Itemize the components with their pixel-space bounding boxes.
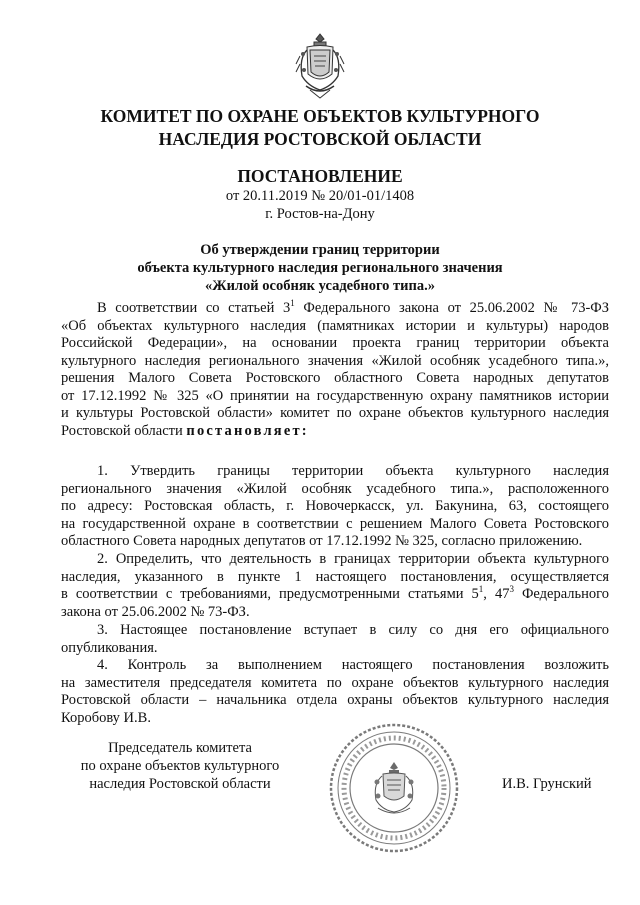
item-line: в соответствии с требованиями, предусмотренными статьями $5^1$, $47^3$ Федерального <box>61 584 609 602</box>
signatory-name: И.В. Грунский <box>502 776 592 792</box>
item-line: регионального значения «Жилой особняк усадебного типа.», расположенного <box>61 480 609 497</box>
document-meta <box>0 187 640 223</box>
item-1-paragraph <box>61 463 609 551</box>
signatory-title-line-1: Председатель комитета <box>108 740 252 756</box>
subject-line-2: объекта культурного наследия регионального значения <box>137 260 503 276</box>
item-4-paragraph <box>61 657 609 727</box>
item-line: Ростовской области – начальника отдела охраны объектов культурного наследия <box>61 692 609 708</box>
document-city: г. Ростов-на-Дону <box>265 206 375 222</box>
item-line: наследия, указанного в пункте 1 настоящего постановления, осуществляется <box>61 568 609 585</box>
item-line: областного Совета народных депутатов от 17.12.1992 № 325, согласно приложению. <box>61 533 583 549</box>
preamble-line: от 17.12.1992 № 325 «О принятии на государственную охрану памятников истории <box>61 387 609 404</box>
preamble-line: В соответствии со статьей $3^1$ Федерального закона от 25.06.2002 № 73-ФЗ <box>97 298 610 316</box>
preamble-line: решения Малого Совета Ростовского областного Совета народных депутатов <box>61 370 609 386</box>
item-3-paragraph <box>61 622 609 657</box>
document-subject <box>0 241 640 295</box>
official-seal-icon <box>328 722 460 854</box>
resolves-word: постановляет: <box>186 422 309 439</box>
document-date-number: от 20.11.2019 № 20/01-01/1408 <box>225 188 415 204</box>
preamble-line: Ростовской области постановляет: <box>61 422 309 439</box>
document-type: ПОСТАНОВЛЕНИЕ <box>237 166 403 186</box>
item-line: 3. Настоящее постановление вступает в силу со дня его официального <box>97 622 609 638</box>
organization-name <box>0 105 640 151</box>
organization-name-line-1: КОМИТЕТ ПО ОХРАНЕ ОБЪЕКТОВ КУЛЬТУРНОГО <box>100 106 540 126</box>
item-line: 2. Определить, что деятельность в границах территории объекта культурного <box>97 551 609 567</box>
superscript: 1 <box>290 298 295 308</box>
superscript: 3 <box>509 584 514 594</box>
item-line: на заместителя председателя комитета по охране объектов культурного наследия <box>61 674 609 691</box>
signatory-title <box>60 739 300 793</box>
preamble-line: и культуры Ростовской области» комитет по охране объектов культурного наследия <box>61 405 609 421</box>
item-line: 1. Утвердить границы территории объекта культурного наследия <box>97 463 609 479</box>
organization-name-line-2: НАСЛЕДИЯ РОСТОВСКОЙ ОБЛАСТИ <box>158 129 482 149</box>
item-line: по адресу: Ростовская область, г. Новочеркасск, ул. Бакунина, 63, состоящего <box>61 498 609 514</box>
item-line: закона от 25.06.2002 № 73-ФЗ. <box>61 603 250 620</box>
preamble-line: Российской Федерации», на основании проекта границ территории объекта <box>61 335 609 351</box>
superscript: 1 <box>478 584 484 594</box>
preamble-line: «Об объектах культурного наследия (памятниках истории и культуры) народов <box>61 317 609 334</box>
item-2-paragraph <box>61 551 609 621</box>
signatory-title-line-2: по охране объектов культурного <box>80 758 280 774</box>
signatory-title-line-3: наследия Ростовской области <box>89 776 271 792</box>
preamble-line: культурного наследия регионального значения «Жилой особняк усадебного типа.», <box>61 352 609 369</box>
item-line: на государственной охране в соответствии с решением Малого Совета Ростовского <box>61 515 609 532</box>
subject-line-1: Об утверждении границ территории <box>200 242 440 258</box>
item-line: Коробову И.В. <box>61 709 151 726</box>
item-line: опубликования. <box>61 639 158 656</box>
coat-of-arms-icon <box>294 30 346 102</box>
item-line: 4. Контроль за выполнением настоящего постановления возложить <box>97 657 609 673</box>
preamble-paragraph <box>61 300 609 440</box>
subject-line-3: «Жилой особняк усадебного типа.» <box>204 278 436 294</box>
